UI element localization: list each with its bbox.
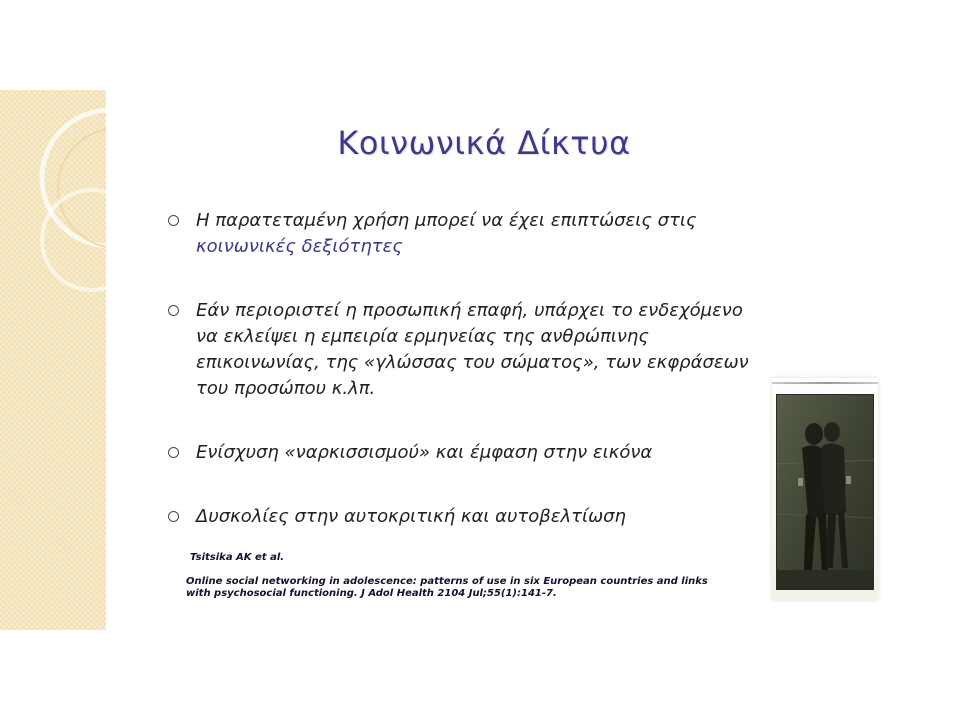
bullet-text: Δυσκολίες στην αυτοκριτική και αυτοβελτίωση [196,506,626,527]
bullet-item [166,298,766,402]
photo-divider [772,382,878,384]
bullet-item [166,208,766,260]
bullet-text: Η παρατεταμένη χρήση μπορεί να έχει επιπτώσεις στις [196,210,697,231]
bullet-icon [168,511,179,522]
decorative-side-band [0,90,106,630]
bullet-icon [168,215,179,226]
decorative-rings-icon [0,90,106,630]
bullet-text: Εάν περιοριστεί η προσωπική επαφή, υπάρχει το ενδεχόμενο να εκλείψει η εμπειρία ερμηνείας της ανθρώπινης επικοινωνίας, της «γλώσσας του σώματος», των εκφράσεων του προσώπου κ.λπ. [196,300,749,399]
bullet-icon [168,447,179,458]
bullet-accent-text: κοινωνικές δεξιότητες [196,236,403,257]
slide-title: Κοινωνικά Δίκτυα [337,124,631,162]
bullet-item [166,504,766,530]
bullet-icon [168,305,179,316]
mural-photo [772,378,878,600]
reference-text: Online social networking in adolescence: patterns of use in six European countries and links with psychosocial functioning. J Adol Health 2104 Jul;55(1):141-7. [186,576,708,599]
bullet-text: Ενίσχυση «ναρκισσισμού» και έμφαση στην εικόνα [196,442,653,463]
reference-citation [186,552,726,600]
mural-photo-icon [776,394,874,590]
bullet-list [166,208,766,530]
reference-author: Tsitsika AK et al. [190,552,285,563]
bullet-item [166,440,766,466]
